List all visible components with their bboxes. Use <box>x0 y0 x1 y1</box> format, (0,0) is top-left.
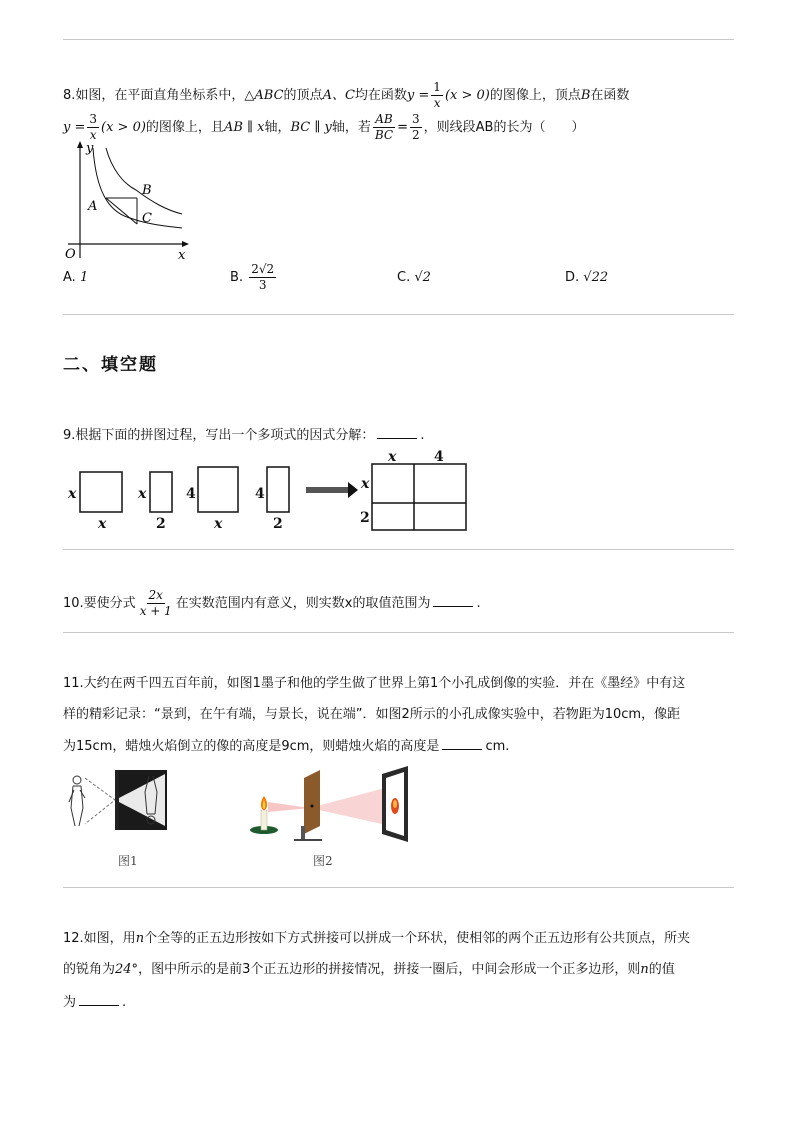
q8-fraction-1-over-x: $\frac{1}{x}$ <box>433 80 441 110</box>
svg-text:x: x <box>361 476 370 492</box>
divider-q9 <box>63 549 734 550</box>
combined-rectangle <box>372 464 466 530</box>
q9-answer-blank[interactable] <box>377 426 417 439</box>
q12-line-3: 为 . <box>63 995 127 1010</box>
q11-figure-1-caption: 图1 <box>118 854 138 868</box>
q10-fraction: $\frac{2x}{x + 1}$ <box>139 588 172 618</box>
label-o: O <box>65 247 76 262</box>
square-x-x <box>80 472 122 512</box>
svg-text:x: x <box>388 450 397 465</box>
q11-figure-2 <box>244 766 412 842</box>
svg-text:x: x <box>214 516 223 532</box>
section-title: 二、填空题 <box>63 355 158 375</box>
y-axis-arrow <box>77 141 83 148</box>
segment-ac <box>106 198 137 224</box>
q10-answer-blank[interactable] <box>433 594 473 607</box>
q8-option-c[interactable]: C. √2 <box>397 270 431 285</box>
svg-text:4: 4 <box>434 450 444 465</box>
divider-q11 <box>63 887 734 888</box>
q8-option-b[interactable]: B. $\frac{2√2}{3}$ <box>230 262 275 292</box>
q9-puzzle-figure <box>60 450 480 536</box>
label-y: y <box>86 141 94 156</box>
q11-line-1: 11.大约在两千四五百年前，如图1墨子和他的学生做了世界上第1个小孔成倒像的实验．并在《墨经》中有这 <box>63 676 686 691</box>
pinhole-board <box>304 770 320 834</box>
rect-4-2 <box>267 467 289 512</box>
q11-line-3: 为15cm，蜡烛火焰倒立的像的高度是9cm，则蜡烛火焰的高度是 cm. <box>63 739 510 754</box>
label-c: C <box>142 211 152 226</box>
q11-figure-2-caption: 图2 <box>313 854 333 868</box>
label-b: B <box>142 183 152 198</box>
curve-y-3-over-x <box>106 148 182 214</box>
svg-text:2: 2 <box>360 510 370 526</box>
label-x: x <box>178 248 186 262</box>
svg-text:4: 4 <box>255 486 265 502</box>
rect-4-x <box>198 467 238 512</box>
q11-answer-blank[interactable] <box>442 737 482 750</box>
top-divider <box>63 39 734 40</box>
q9-text: 9.根据下面的拼图过程，写出一个多项式的因式分解： . <box>63 428 425 443</box>
divider-q8 <box>63 314 734 315</box>
q8-option-d[interactable]: D. √22 <box>565 270 609 285</box>
q8-fraction-3-over-x: $\frac{3}{x}$ <box>89 112 98 142</box>
arrow-shaft <box>306 487 348 493</box>
svg-text:x: x <box>68 486 77 502</box>
q8-option-a[interactable]: A. 1 <box>63 270 89 285</box>
svg-text:x: x <box>138 486 147 502</box>
q11-line-2: 样的精彩记录：“景到，在午有端，与景长，说在端”．如图2所示的小孔成像实验中，若物距为10cm，像距 <box>63 707 681 722</box>
q12-line-2: 的锐角为24°，图中所示的是前3个正五边形的拼接情况，拼接一圈后，中间会形成一个正多边形，则n的值 <box>63 962 675 977</box>
q12-line-1: 12.如图，用n个全等的正五边形按如下方式拼接可以拼成一个环状，使相邻的两个正五边形有公共顶点，所夹 <box>63 931 691 946</box>
q8-line-2: y = $\frac{3}{x}$ (x > 0)的图像上，且AB ∥ x轴，BC ∥ y轴，若 $\frac{AB}{BC}$ = $\frac{3}{2}$ ，则线段AB的长为（ ） <box>63 112 585 142</box>
label-a: A <box>88 199 98 214</box>
q12-answer-blank[interactable] <box>79 993 119 1006</box>
x-axis-arrow <box>182 241 189 247</box>
svg-text:x: x <box>98 516 107 532</box>
q11-figure-1 <box>63 768 169 832</box>
svg-text:2: 2 <box>156 516 166 532</box>
rect-x-2 <box>150 472 172 512</box>
divider-q10 <box>63 632 734 633</box>
q8-ratio-value: $\frac{3}{2}$ <box>412 112 420 142</box>
q8-graph <box>60 140 195 262</box>
svg-text:2: 2 <box>273 516 283 532</box>
arrow-head <box>348 482 358 498</box>
q8-ratio-ab-bc: $\frac{AB}{BC}$ <box>374 112 394 142</box>
svg-text:4: 4 <box>186 486 196 502</box>
q10-text: 10.要使分式 $\frac{2x}{x + 1}$ 在实数范围内有意义，则实数x的取值范围为 . <box>63 588 481 618</box>
candle <box>261 810 267 830</box>
q8-line-1: 8.如图，在平面直角坐标系中，△ABC的顶点A、C均在函数y = $\frac{1}{x}$ (x > 0)的图像上，顶点B在函数 <box>63 80 630 110</box>
